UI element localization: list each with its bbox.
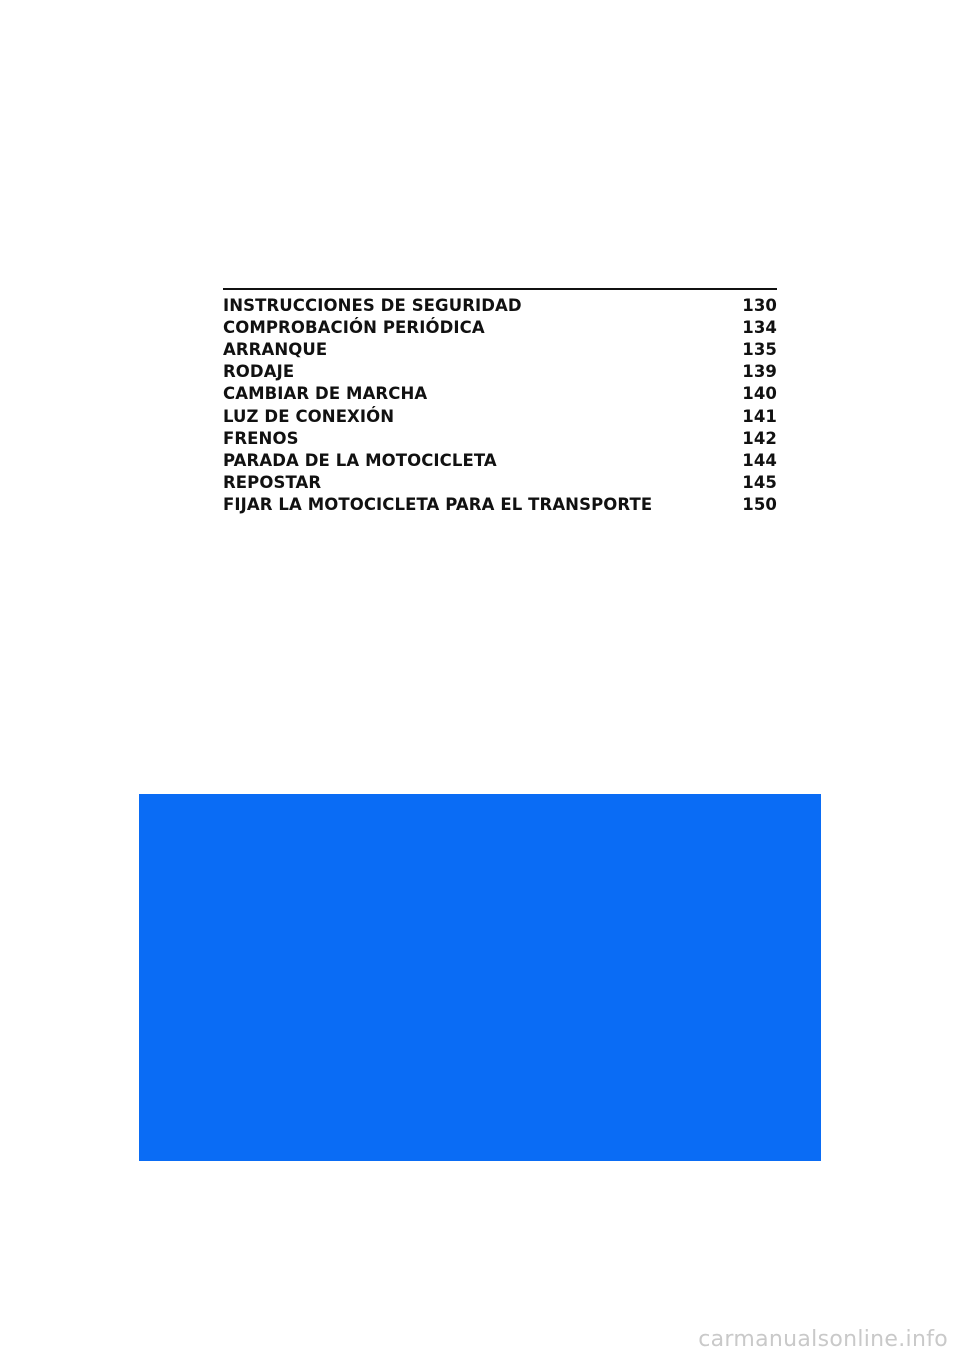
toc-entry-page: 141 [742,406,777,426]
toc-entry-running-in[interactable] [223,361,777,383]
toc-entry-title: INSTRUCCIONES DE SEGURIDAD [223,295,522,315]
toc-entry-page: 150 [742,495,777,515]
blue-image-panel [139,794,821,1161]
toc-entry-start[interactable] [223,338,777,360]
toc-entry-page: 144 [742,450,777,470]
toc-entry-stopping[interactable] [223,449,777,471]
watermark: carmanualsonline.info [698,1327,948,1352]
toc-entry-page: 140 [742,384,777,404]
toc-entry-page: 145 [742,473,777,493]
toc-entry-title: RODAJE [223,362,295,382]
toc-entry-title: CAMBIAR DE MARCHA [223,384,428,404]
table-of-contents [223,288,777,516]
toc-entry-page: 142 [742,428,777,448]
toc-entry-page: 135 [742,339,777,359]
toc-entry-connection-light[interactable] [223,405,777,427]
toc-entry-safety[interactable] [223,294,777,316]
toc-entry-page: 139 [742,362,777,382]
toc-entry-title: REPOSTAR [223,473,322,493]
toc-entry-title: COMPROBACIÓN PERIÓDICA [223,317,485,337]
toc-entry-title: ARRANQUE [223,339,328,359]
toc-entry-periodic-check[interactable] [223,316,777,338]
toc-entry-title: FIJAR LA MOTOCICLETA PARA EL TRANSPORTE [223,495,653,515]
toc-entry-title: PARADA DE LA MOTOCICLETA [223,450,497,470]
toc-entry-title: LUZ DE CONEXIÓN [223,406,395,426]
toc-entry-refuel[interactable] [223,472,777,494]
toc-entry-gear-shift[interactable] [223,383,777,405]
toc-entry-page: 134 [742,317,777,337]
toc-entry-page: 130 [742,295,777,315]
toc-entry-transport[interactable] [223,494,777,516]
toc-entry-brakes[interactable] [223,427,777,449]
toc-entry-title: FRENOS [223,428,299,448]
